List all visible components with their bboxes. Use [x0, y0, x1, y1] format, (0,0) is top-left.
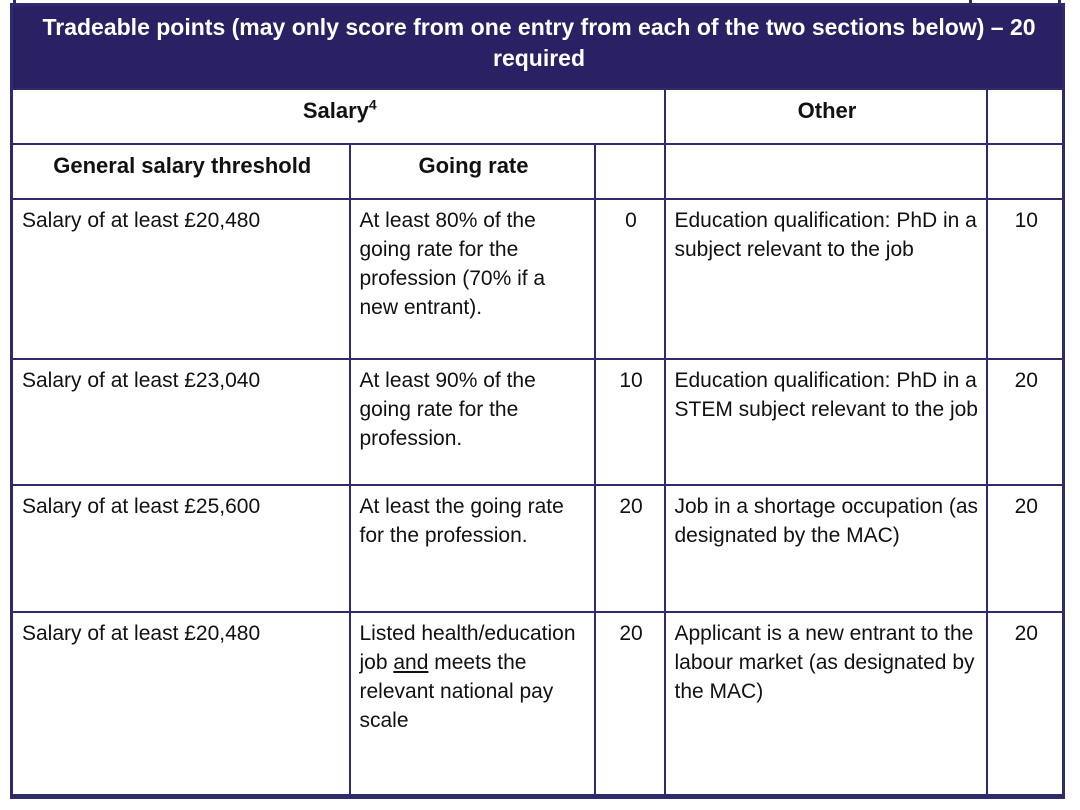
salary-section-label: Salary	[302, 97, 369, 123]
going-rate-underlined-word: and	[393, 650, 429, 674]
cell-going-rate: At least the going rate for the profession.	[350, 485, 595, 612]
cell-going-rate: At least 80% of the going rate for the profession (70% if a new entrant).	[350, 199, 595, 359]
subheader-row	[12, 144, 1064, 199]
tradeable-points-table	[10, 3, 1065, 799]
going-rate-text-prefix: Listed health/education job	[359, 621, 576, 674]
subheader-empty-points-cell	[987, 144, 1064, 199]
cell-other-points: 20	[987, 612, 1064, 797]
salary-footnote-marker: 4	[368, 96, 377, 113]
cell-salary-threshold: Salary of at least £23,040	[12, 359, 350, 485]
section-salary-header	[12, 89, 665, 144]
cell-other-points: 20	[987, 485, 1064, 612]
subheader-empty-points-cell	[595, 144, 665, 199]
cell-other-points: 10	[987, 199, 1064, 359]
cell-salary-threshold: Salary of at least £25,600	[12, 485, 350, 612]
table-row	[12, 359, 1064, 485]
subheader-general-salary-threshold: General salary threshold	[12, 144, 350, 199]
section-header-row	[12, 89, 1064, 144]
section-other-header: Other	[665, 89, 987, 144]
table-title: Tradeable points (may only score from one entry from each of the two sections below) – 20 required	[12, 5, 1064, 89]
cell-other-points: 20	[987, 359, 1064, 485]
cell-salary-points: 0	[595, 199, 665, 359]
going-rate-text-suffix: meets the relevant national pay scale	[359, 650, 554, 732]
subheader-empty-other-cell	[665, 144, 987, 199]
subheader-going-rate: Going rate	[350, 144, 595, 199]
table-row	[12, 485, 1064, 612]
cell-salary-threshold: Salary of at least £20,480	[12, 199, 350, 359]
cell-going-rate	[350, 612, 595, 797]
table-row	[12, 612, 1064, 797]
cell-salary-points: 20	[595, 612, 665, 797]
cell-other: Education qualification: PhD in a subject relevant to the job	[665, 199, 987, 359]
table-title-row	[12, 5, 1064, 89]
cell-other: Education qualification: PhD in a STEM subject relevant to the job	[665, 359, 987, 485]
cell-going-rate: At least 90% of the going rate for the profession.	[350, 359, 595, 485]
cell-salary-points: 10	[595, 359, 665, 485]
cell-salary-threshold: Salary of at least £20,480	[12, 612, 350, 797]
cell-other: Applicant is a new entrant to the labour market (as designated by the MAC)	[665, 612, 987, 797]
cell-other: Job in a shortage occupation (as designated by the MAC)	[665, 485, 987, 612]
section-header-empty-cell	[987, 89, 1064, 144]
table-row	[12, 199, 1064, 359]
cell-salary-points: 20	[595, 485, 665, 612]
